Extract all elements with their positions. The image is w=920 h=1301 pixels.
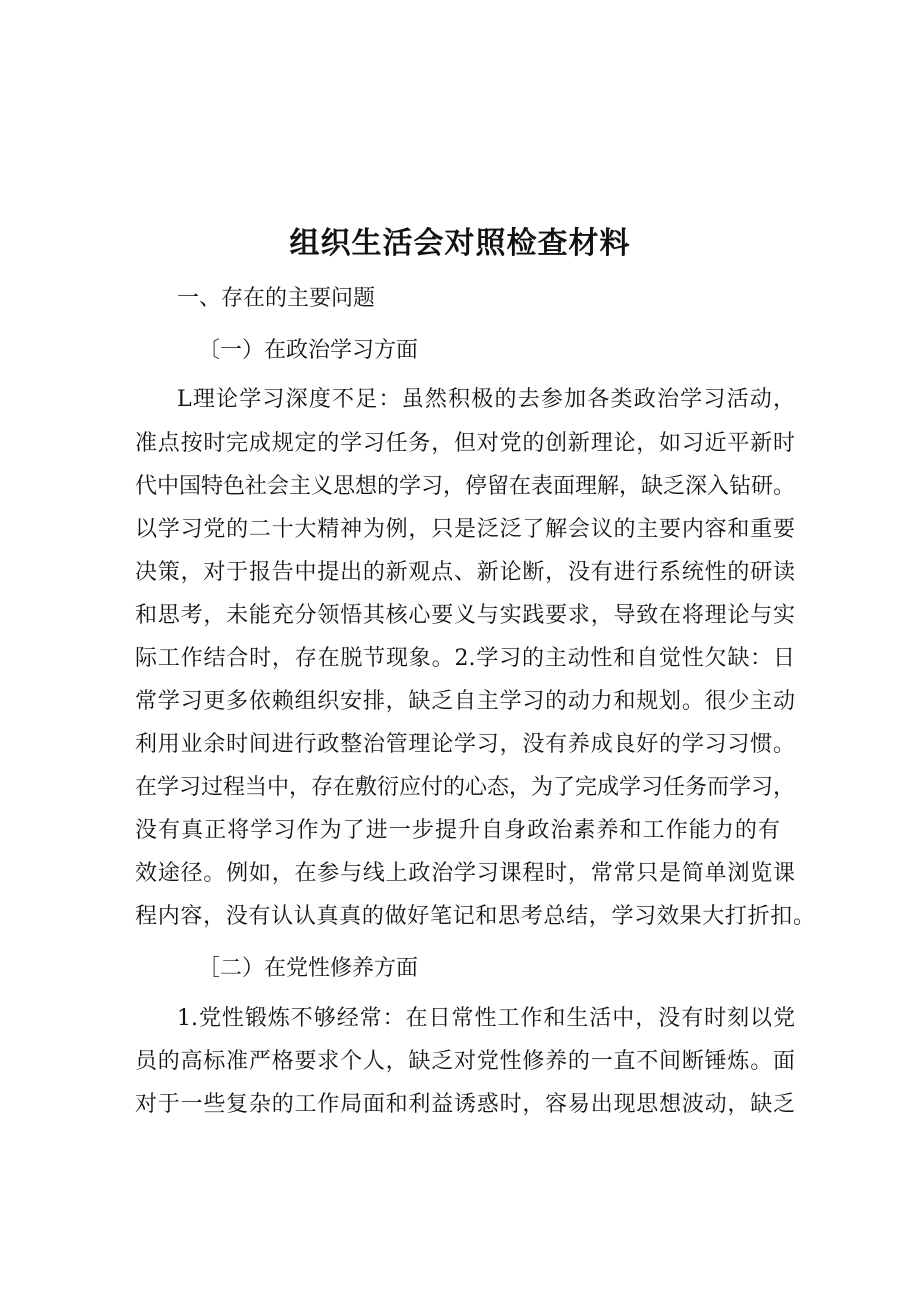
paragraph-line: 常学习更多依赖组织安排，缺乏自主学习的动力和规划。很少主动 [135, 689, 795, 714]
paragraph-line: 员的高标准严格要求个人，缺乏对党性修养的一直不间断锤炼。面 [135, 1049, 795, 1074]
paragraph-line: 在学习过程当中，存在敷衍应付的心态，为了完成学习任务而学习， [135, 775, 796, 800]
paragraph-line: 际工作结合时，存在脱节现象。2.学习的主动性和自觉性欠缺：日 [135, 646, 795, 671]
paragraph-line: 1.党性锻炼不够经常：在日常性工作和生活中，没有时刻以党 [177, 1006, 795, 1031]
paragraph-line: 代中国特色社会主义思想的学习，停留在表面理解，缺乏深入钻研。 [135, 474, 796, 499]
paragraph-line: 和思考，未能充分领悟其核心要义与实践要求，导致在将理论与实 [135, 603, 795, 628]
paragraph-line: 程内容，没有认认真真的做好笔记和思考总结，学习效果大打折扣。 [135, 904, 815, 929]
paragraph-line: 准点按时完成规定的学习任务，但对党的创新理论，如习近平新时 [135, 431, 795, 456]
subsection-heading: 〔一）在政治学习方面 [198, 338, 419, 363]
paragraph-line: 利用业余时间进行政整治管理论学习，没有养成良好的学习习惯。 [135, 732, 795, 757]
paragraph-line: 对于一些复杂的工作局面和利益诱惑时，容易出现思想波动，缺乏 [135, 1092, 795, 1117]
section-heading: 一、存在的主要问题 [177, 286, 376, 311]
document-title: 组织生活会对照检查材料 [289, 226, 631, 261]
paragraph-line: 没有真正将学习作为了进一步提升自身政治素养和工作能力的有 [135, 818, 780, 843]
paragraph-line: L理论学习深度不足：虽然积极的去参加各类政治学习活动， [177, 387, 795, 412]
subsection-heading: ［二）在党性修养方面 [198, 956, 419, 981]
paragraph-line: 决策，对于报告中提出的新观点、新论断，没有进行系统性的研读 [135, 560, 795, 585]
paragraph-line: 以学习党的二十大精神为例，只是泛泛了解会议的主要内容和重要 [135, 517, 795, 542]
paragraph-line: 效途径。例如，在参与线上政治学习课程时，常常只是简单浏览课 [135, 861, 795, 886]
